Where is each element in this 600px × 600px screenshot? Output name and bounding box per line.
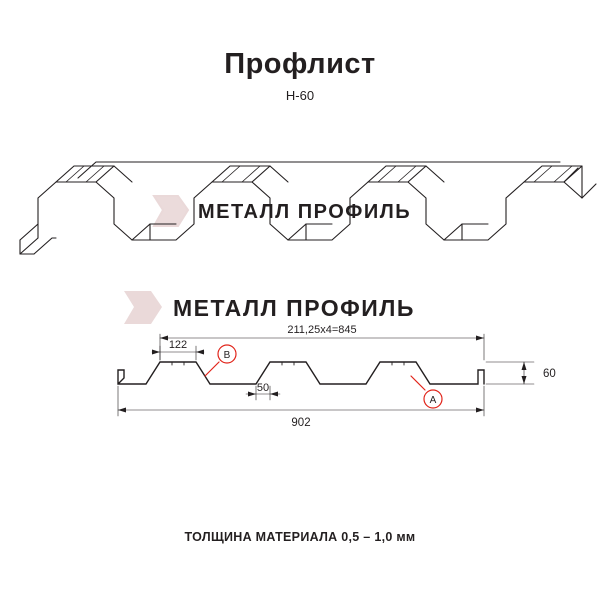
material-thickness-note: ТОЛЩИНА МАТЕРИАЛА 0,5 – 1,0 мм [184,530,416,544]
cross-section-view [0,300,600,450]
dimension-902: 902 [291,417,311,429]
callout-a-label: А [429,395,437,406]
watermark-text: МЕТАЛЛ ПРОФИЛЬ [173,295,415,321]
dimension-122: 122 [168,339,188,351]
page-title: Профлист [224,48,376,80]
dimension-60: 60 [543,368,556,380]
dimension-pitch: 211,25х4=845 [287,324,357,336]
watermark-text: МЕТАЛЛ ПРОФИЛЬ [198,201,412,223]
product-code: Н-60 [285,88,315,103]
callout-b-label: В [223,350,231,361]
dimension-50: 50 [256,382,270,394]
isometric-view [0,120,600,280]
